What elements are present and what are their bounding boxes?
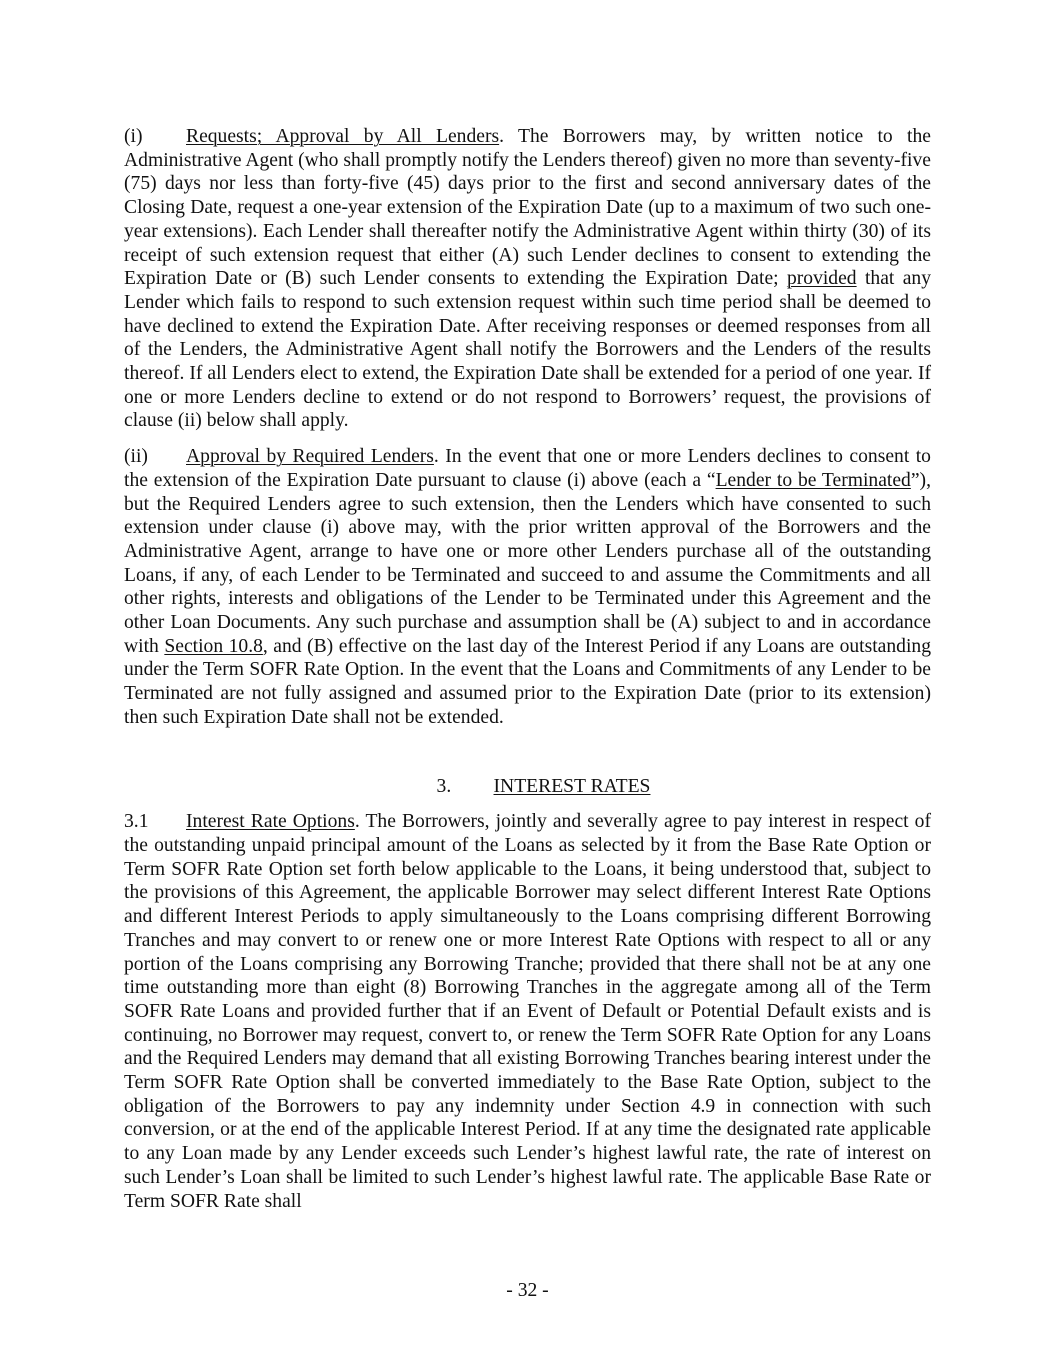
subsection-number: 3.1 [124, 811, 149, 833]
section-title: INTEREST RATES [493, 775, 651, 797]
clause-body: . The Borrowers may, by written notice to the Administrative Agent (who shall promptly notify the Lenders thereof) given no more than seventy-five (75) days nor less than forty-five (45) days prior to the first and second anniversary dates of the Closing Date, request a one-year extension of the Expiration Date (up to a maximum of two such one-year extensions). Each Lender shall thereafter notify the Administrative Agent within thirty (30) of its receipt of such extension request that either (A) such Lender declines to consent to extending the Expiration Date or (B) such Lender consents to extending the Expiration Date; [124, 126, 931, 290]
clause-ii-paragraph [124, 445, 931, 729]
clause-number: (i) [124, 126, 143, 147]
page-number: - 32 - [506, 1280, 549, 1301]
section-number: 3. [436, 775, 452, 797]
provided-term: provided [786, 268, 857, 290]
subsection-body: . The Borrowers, jointly and severally agree to pay interest in respect of the outstanding unpaid principal amount of the Loans as selected by it from the Base Rate Option or Term SOFR Rate Option set forth below applicable to the Loans, it being understood that, subject to the provisions of this Agreement, the applicable Borrower may select different Interest Rate Options and different Interest Periods to apply simultaneously to the Loans comprising different Borrowing Tranches and may convert to or renew one or more Interest Rate Options with respect to all or any portion of the Loans comprising any Borrowing Tranche; provided that there shall not be at any one time outstanding more than eight (8) Borrowing Tranches in the aggregate among all of the Term SOFR Rate Loans and provided further that if an Event of Default or Potential Default exists and is continuing, no Borrower may request, convert to, or renew the Term SOFR Rate Option for any Loans and the Required Lenders may demand that all existing Borrowing Tranches bearing interest under the Term SOFR Rate Option shall be converted immediately to the Base Rate Option, subject to the obligation of the Borrowers to pay any indemnity under Section 4.9 in connection with such conversion, or at the end of the applicable Interest Period. If at any time the designated rate applicable to any Loan made by any Lender exceeds such Lender’s highest lawful rate, the rate of interest on such Lender’s Loan shall be limited to such Lender’s highest lawful rate. The applicable Base Rate or Term SOFR Rate shall [124, 811, 932, 1212]
clause-heading: Approval by Required Lenders [186, 446, 434, 468]
defined-term: Lender to be Terminated [715, 469, 911, 491]
section-reference: Section 10.8 [164, 635, 263, 657]
clause-body: . In the event that one or more Lenders declines to consent to the extension of the Expiration Date pursuant to clause (i) above (each a “ [124, 446, 931, 491]
clause-body: ”), but the Required Lenders agree to such extension, then the Lenders which have consented to such extension under clause (i) above may, with the prior written approval of the Borrowers and the Administrative Agent, arrange to have one or more other Lenders purchase all of the outstanding Loans, if any, of each Lender to be Terminated and succeed to and assume the Commitments and all other rights, interests and obligations of the Lender to be Terminated under this Agreement and the other Loan Documents. Any such purchase and assumption shall be (A) subject to and in accordance with [124, 469, 931, 657]
section-heading [124, 775, 931, 799]
clause-i-paragraph [124, 125, 931, 433]
subsection-heading: Interest Rate Options [186, 811, 355, 833]
clause-number: (ii) [124, 446, 148, 468]
clause-body: that any Lender which fails to respond to such extension request within such time period shall be deemed to have declined to extend the Expiration Date. After receiving responses or deemed responses from all of the Lenders, the Administrative Agent shall notify the Borrowers and the Lenders of the results thereof. If all Lenders elect to extend, the Expiration Date shall be extended for a period of one year. If one or more Lenders decline to extend or do not respond to Borrowers’ request, the provisions of clause (ii) below shall apply. [124, 268, 932, 432]
clause-heading: Requests; Approval by All Lenders [186, 126, 500, 147]
document-page [124, 125, 931, 1213]
clause-body: , and (B) effective on the last day of the Interest Period if any Loans are outstanding under the Term SOFR Rate Option. In the event that the Loans and Commitments of any Lender to be Terminated are not fully assigned and assumed prior to the Expiration Date (prior to its extension) then such Expiration Date shall not be extended. [124, 635, 932, 728]
section-3-1-paragraph [124, 810, 931, 1213]
